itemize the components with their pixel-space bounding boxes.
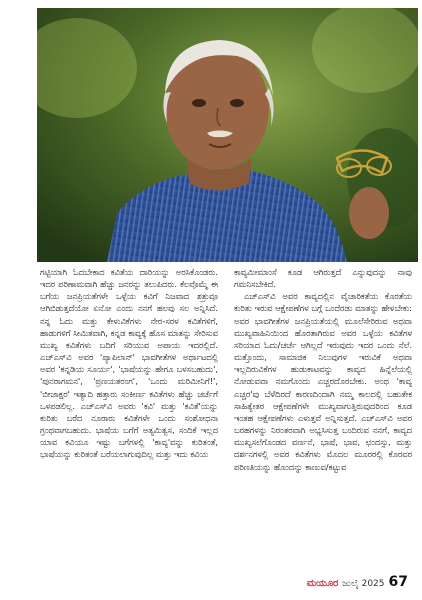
magazine-brand: ಮಯೂರ xyxy=(306,578,339,589)
text-column-left xyxy=(40,266,218,461)
issue-date: ಜುಲೈ 2025 xyxy=(342,579,385,589)
text-column-right xyxy=(234,266,412,473)
portrait-illustration xyxy=(37,8,418,262)
article-body xyxy=(40,266,414,566)
author-photo xyxy=(37,8,418,262)
page-number: 67 xyxy=(388,574,408,590)
paragraph: ಗಟ್ಟಿಯಾಗಿ ಓದಬೇಕಾದ ಕವಿತೆಯ ದಾರಿಯನ್ನು ಅರಸಿಕೊಂಡರು. ಇದರ ಪರಿಣಾಮವಾಗಿ ಹೆಚ್ಚು ಜನರನ್ನು ತಲುಪಿದರು. ಕೆಲವೊಮ್ಮೆ ಈ ಬಗೆಯ ಜನಪ್ರಿಯತೆಗಳೇ ಒಳ್ಳೆಯ ಕವಿಗೆ ನಿಜವಾದ ಶತ್ರುವೂ ಆಗಿಬಿಡುತ್ತದೆಯೋ ಏನೋ ಎಂದು ನನಗೆ ಹಲವು ಸಲ ಅನ್ನಿಸಿದೆ. ನನ್ನ ಓದು ಮತ್ತು ಕೇಳುವಿಕೆಗಳು ನೇರ-ಸರಳ ಕವಿತೆಗಳಿಗೆ, ಹಾಡುಗಳಿಗೆ ಸೀಮಿತವಾಗಿ, ಕನ್ನಡ ಕಾವ್ಯಕ್ಕೆ ಹೊಸ ಮಾತನ್ನು ಸೇರಿಸುವ ಮುಖ್ಯ ಕವಿತೆಗಳು ಬದಿಗೆ ಸರಿಯುವ ಅಪಾಯ ಇದರಲ್ಲಿದೆ. ಎಚ್‌ಎಸ್‌ವಿ ಅವರ 'ಪ್ಯಾಪಿಲಾನ್' ಭಾವಗೀತೆಗಳ ಅರ್ಥಾಟದಲ್ಲಿ ಅವರ 'ಕನ್ನಡಿಯ ಸೂರ್ಯ', 'ಭಾಷೆಯನ್ನು ಹೇಗೂ ಬಳಸಬಹುದು', 'ಪುನರಾಗಮನ', 'ಪ್ರಣಯತರಂಗ', 'ಒಂದು ಮರಿಮೀನಿಗೆ!', 'ಬೀಜಾಕ್ಷರ' ಇತ್ಯಾದಿ ಹತ್ತಾರು ಸಂಕೀರ್ಣ ಕವಿತೆಗಳು ಹೆಚ್ಚು ಚರ್ಚೆಗೆ ಒಳಪಡಲಿಲ್ಲ. ಎಚ್‌ಎಸ್‌ವಿ ಅವರು 'ಕವಿ' ಮತ್ತು 'ಕವಿತೆ'ಯನ್ನು ಕುರಿತು ಬರೆದ ನೂರಾರು ಕವಿತೆಗಳೇ ಒಂದು ಸಂಶೋಧನಾ ಗ್ರಂಥವಾಗಬಹುದು. ಭಾಷೆಯ ಬಗೆಗೆ ಅತ್ಯಮಿತ್ವಸ, ಸಂದಿಕೆ ಇಲ್ಲದ ಯಾವ ಕವಿಯೂ ಇಷ್ಟು ಬಗೆಗಳಲ್ಲಿ 'ಕಾವ್ಯ'ವನ್ನು ಕುರಿತಂತೆ, ಭಾಷೆಯನ್ನು ಕುರಿತಂತೆ ಬರೆಯಲಾಗುವುದಿಲ್ಲ ಮತ್ತು ಇದು ಕವಿಯ xyxy=(40,267,218,460)
page-footer xyxy=(307,574,408,594)
paragraph: ಕಾವ್ಯಮೀಮಾಂಸೆ ಕೂಡ ಆಗಿರುತ್ತದೆ ಎನ್ನುವುದನ್ನು ನಾವು ಗಮನಿಸಬೇಕಿದೆ. xyxy=(234,267,412,290)
paragraph: ಎಚ್‌ಎಸ್‌ವಿ ಅವರ ಕಾವ್ಯದಲ್ಲಿನ ವೈಚಾರಿಕತೆಯ ಕೊರತೆಯ ಕುರಿತು ಇರುವ ಆಕ್ಷೇಪಣೆಗಳ ಬಗ್ಗೆ ಒಂದೆರಡು ಮಾತನ್ನು ಹೇಳಬೇಕು: ಅವರ ಭಾವಗೀತೆಗಳ ಜನಪ್ರಿಯತೆಯಲ್ಲಿ ಮೂಲೆಸೇರಿರುವ ಅಥವಾ ಮುಖ್ಯವಾಹಿನಿಯಿಂದ ಹೊರತಾಗಿರುವ ಅವರ ಒಳ್ಳೆಯ ಕವಿತೆಗಳ ಸರಿಯಾದ ಓದು/ಚರ್ಚೆ ಆಗಿಲ್ಲದೆ ಇರುವುದು ಇದರ ಒಂದು ನೆಲೆ. ಮತ್ತೊಂದು, ಸಾಮಾಜಿಕ ನಿಲುವುಗಳ ಇರುವಿಕೆ ಅಥವಾ ಇಲ್ಲದಿರುವಿಕೆಗಳ ಹುಡುಕಾಟವನ್ನು ಕಾವ್ಯದ ಹಿನ್ನೆಲೆಯಲ್ಲಿ ನೋಡುವವಾ ನಮಗೊಂದು ಎಚ್ಚರದೊರಬೇಕು. ಅಂಥ 'ಕಾವ್ಯ ಎಚ್ಚರ'ವು ಬೆಳೆದಿರದೆ ಕಾರಣದಿಂದಾಗಿ ನಮ್ಮ ಕಾಲದಲ್ಲಿ ಬಹುತೇಕ ಸಾಹಿತ್ಯೇತರ ಆಕ್ಷೇಪಣೆಗಳೇ ಮುಖ್ಯವಾಗುತ್ತಿರುವುದರಿಂದ ಕೂಡ ಇಂತಹ ಆಕ್ಷೇಪಣೆಗಳು ಎಳುತ್ತವೆ ಅನ್ನಿಸುತ್ತದೆ. ಎಚ್‌ಎಸ್‌ವಿ ಅವರ ಬರಹಗಳನ್ನು ನಿರಂತರವಾಗಿ ಅಭ್ಯಸಿಸುತ್ತ ಬಂದಿರುವ ನನಗೆ, ಕಾವ್ಯದ ಮುಖ್ಯಸಲೆಗೊಂಡದ ವರ್ಣನೆ, ಭಾಷೆ, ಭಾವ, ಛಂದಸ್ಸು, ಮತ್ತು ದರ್ಶನಗಳಲ್ಲಿ ಅವರ ಕವಿತೆಗಳು ಮೊದಲ ಮೂರರಲ್ಲಿ ಕೊರವರ ಪರಿಣತಿಯನ್ನು ಹೊಂದನ್ನು ಕಾಣುವ/ಕಟ್ಟುವ xyxy=(234,291,412,472)
